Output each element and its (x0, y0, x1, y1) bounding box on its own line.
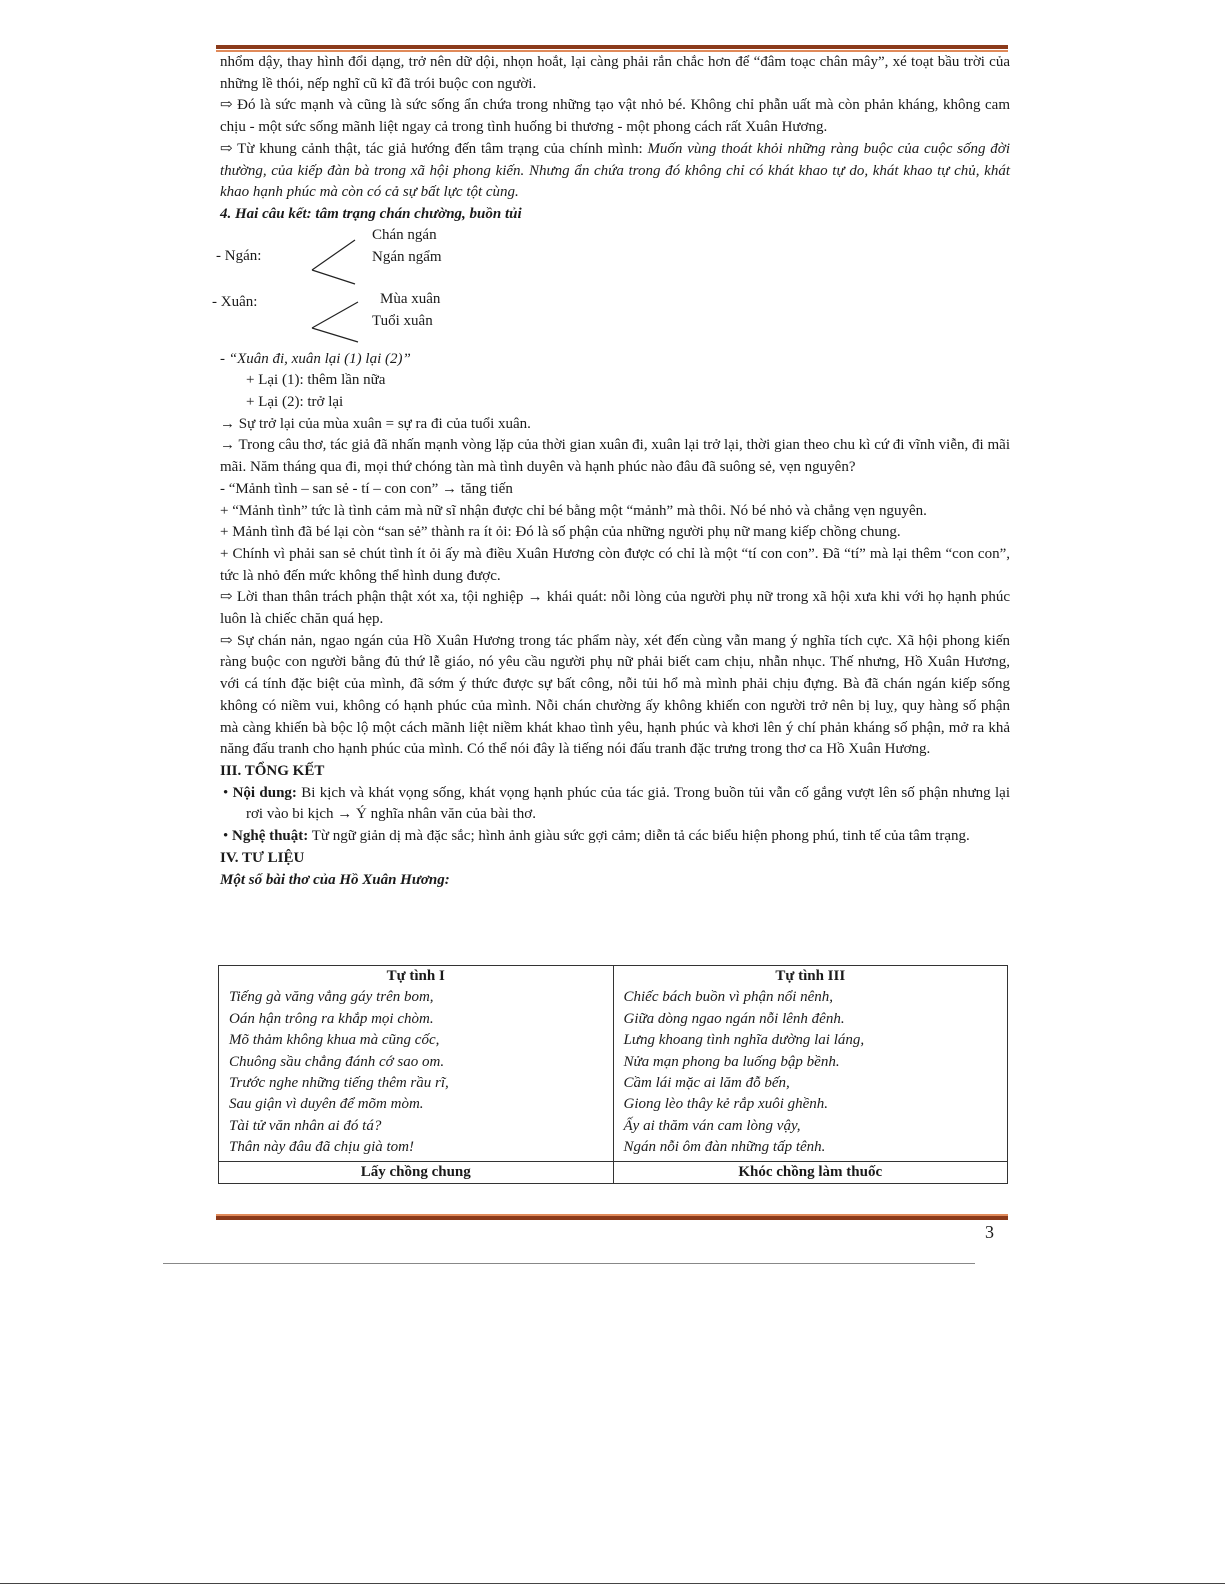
poem-line: Chuông sầu chẳng đánh cớ sao om. (229, 1053, 445, 1070)
poem-line: Ấy ai thăm ván cam lòng vậy, (623, 1117, 801, 1134)
footer-rule (216, 1213, 1008, 1221)
word-diagram (212, 226, 1010, 349)
poem-line: Giong lèo thây kẻ rắp xuôi ghềnh. (623, 1096, 829, 1113)
section-subheading: Một số bài thơ của Hồ Xuân Hương: (220, 871, 450, 888)
page-number: 3 (985, 1222, 994, 1242)
paragraph: + Mảnh tình đã bé lại còn “san sẻ” thành ra ít ỏi: Đó là số phận của những người phụ nữ mang kiếp chồng chung. (220, 524, 901, 541)
diagram-label-xuan: - Xuân: (212, 293, 258, 310)
poem-line: Tài tử văn nhân ai đó tá? (229, 1117, 382, 1134)
paragraph: + “Mảnh tình” tức là tình cảm mà nữ sĩ nhận được chỉ bé bằng một “mảnh” mà thôi. Nó bé nhỏ và chẳng vẹn nguyên. (220, 502, 927, 519)
poem-line: Thân này đâu đã chịu già tom! (229, 1139, 414, 1156)
poem-line: Ngán nỗi ôm đàn những tấp tênh. (623, 1139, 826, 1156)
quote-line: - “Xuân đi, xuân lại (1) lại (2)” (220, 350, 411, 367)
paragraph: ⇨ Từ khung cảnh thật, tác giả hướng đến tâm trạng của chính mình: Muốn vùng thoát khỏi những ràng buộc của cuộc sống đời thường, của kiếp đàn bà trong xã hội phong kiến. Nhưng ẩn chứa trong đó không chỉ có khát khao tự do, khát khao tự chủ, khát khao hạnh phúc mà còn có cả sự bất lực tột cùng. (220, 140, 1010, 201)
diagram-item: Ngán ngẩm (372, 248, 442, 265)
poem-footer-right: Khóc chồng làm thuốc (613, 1162, 1008, 1184)
page-bottom-edge (0, 1583, 1225, 1584)
poem-line: Lưng khoang tình nghĩa dường lai láng, (623, 1032, 865, 1049)
poem-line: Chiếc bách buồn vì phận nổi nênh, (623, 989, 834, 1006)
summary-content: • Nội dung: Bi kịch và khát vọng sống, khát vọng hạnh phúc của tác giả. Trong buồn tủi vẫn cố gắng vượt lên số phận nhưng lại rơi vào bi kịch → Ý nghĩa nhân văn của bài thơ. (223, 784, 1010, 823)
paragraph: → Sự trở lại của mùa xuân = sự ra đi của tuổi xuân. (220, 415, 531, 432)
paragraph: ⇨ Đó là sức mạnh và cũng là sức sống ẩn chứa trong những tạo vật nhỏ bé. Không chỉ phẫn uất mà còn phản kháng, không cam chịu - một sức sống mãnh liệt ngay cả trong tình huống bi thương - một phong cách rất Xuân Hương. (220, 97, 1010, 136)
poem-line: Giữa dòng ngao ngán nỗi lênh đênh. (623, 1010, 845, 1027)
diagram-item: Tuổi xuân (372, 312, 433, 329)
poem-line: Mõ thảm không khua mà cũng cốc, (229, 1032, 440, 1049)
poem-title: Tự tình I (386, 968, 445, 984)
diagram-branches (220, 226, 480, 349)
page-separator (163, 1263, 975, 1264)
paragraph: + Chính vì phải san sẻ chút tình ít ỏi ấy mà điều Xuân Hương còn được có chỉ là một “tí con con”. Đã “tí” mà lại thêm “con con”, tức là nhỏ đến mức không thể hình dung được. (220, 545, 1010, 584)
summary-art: • Nghệ thuật: Từ ngữ giản dị mà đặc sắc; hình ảnh giàu sức gợi cảm; diễn tả các biểu hiện phong phú, tinh tế của tâm trạng. (223, 828, 970, 845)
paragraph: ⇨ Sự chán nản, ngao ngán của Hồ Xuân Hương trong tác phẩm này, xét đến cùng vẫn mang ý nghĩa tích cực. Xã hội phong kiến ràng buộc con người bằng đủ thứ lễ giáo, nó yêu cầu người phụ nữ phải biết cam chịu, nhẫn nhục. Thế nhưng, Hồ Xuân Hương, với cá tính đặc biệt của mình, đã sớm ý thức được sự bất công, nỗi tủi hổ mà mình phải chịu đựng. Bà đã chán ngán kiếp sống không có niềm vui, không có hạnh phúc của mình. Nỗi chán chường ấy không khiến con người trở nên bị luỵ, quy hàng số phận mà càng khiến bà bộc lộ một cách mãnh liệt niềm khát khao tình yêu, hạnh phúc và khơi lên ý chí phản kháng số phận, mở ra khả năng đấu tranh cho hạnh phúc của mình. Có thể nói đây là tiếng nói đấu tranh đặc trưng trong thơ ca Hồ Xuân Hương. (220, 632, 1010, 758)
poem-line: Tiếng gà văng vẳng gáy trên bom, (229, 989, 434, 1006)
list-item: + Lại (2): trở lại (246, 394, 344, 411)
list-item: + Lại (1): thêm lần nữa (246, 372, 386, 389)
poem-line: Oán hận trông ra khắp mọi chòm. (229, 1010, 434, 1027)
poem-footer-left: Lấy chồng chung (219, 1162, 614, 1184)
poem-cell-right (613, 966, 1008, 1162)
paragraph: - “Mảnh tình – san sẻ - tí – con con” → tăng tiến (220, 480, 513, 497)
diagram-item: Mùa xuân (380, 290, 441, 307)
poem-line: Cầm lái mặc ai lăm đỗ bến, (623, 1075, 790, 1092)
poem-table (218, 965, 1008, 1184)
paragraph: nhổm dậy, thay hình đổi dạng, trở nên dữ dội, nhọn hoắt, lại càng phải rắn chắc hơn để “đâm toạc chân mây”, xé toạt bầu trời của những lề thói, nếp nghĩ cũ kĩ đã trói buộc con người. (220, 54, 1010, 92)
section-heading: III. TỔNG KẾT (220, 762, 325, 779)
paragraph: ⇨ Lời than thân trách phận thật xót xa, tội nghiệp → khái quát: nỗi lòng của người phụ nữ trong xã hội xưa khi với họ hạnh phúc luôn là chiếc chăn quá hẹp. (220, 589, 1010, 628)
diagram-item: Chán ngán (372, 226, 437, 243)
poem-line: Sau giận vì duyên để mõm mòm. (229, 1096, 424, 1113)
section-heading: IV. TƯ LIỆU (220, 849, 305, 866)
poem-title: Tự tình III (775, 968, 846, 984)
poem-line: Trước nghe những tiếng thêm rầu rĩ, (229, 1075, 449, 1092)
poem-line: Nửa mạn phong ba luống bập bềnh. (623, 1053, 840, 1070)
paragraph: → Trong câu thơ, tác giả đã nhấn mạnh vòng lặp của thời gian xuân đi, xuân lại trở lại, thời gian theo chu kì cứ đi vĩnh viễn, đi mãi mãi. Năm tháng qua đi, mọi thứ chóng tàn mà tình duyên và hạnh phúc nào đâu đã suông sẻ, vẹn nguyên? (220, 437, 1010, 476)
diagram-label-ngan: - Ngán: (216, 247, 262, 264)
section-heading: 4. Hai câu kết: tâm trạng chán chường, buồn tủi (220, 205, 522, 222)
document-body (212, 52, 1010, 891)
poem-cell-left (219, 966, 614, 1162)
